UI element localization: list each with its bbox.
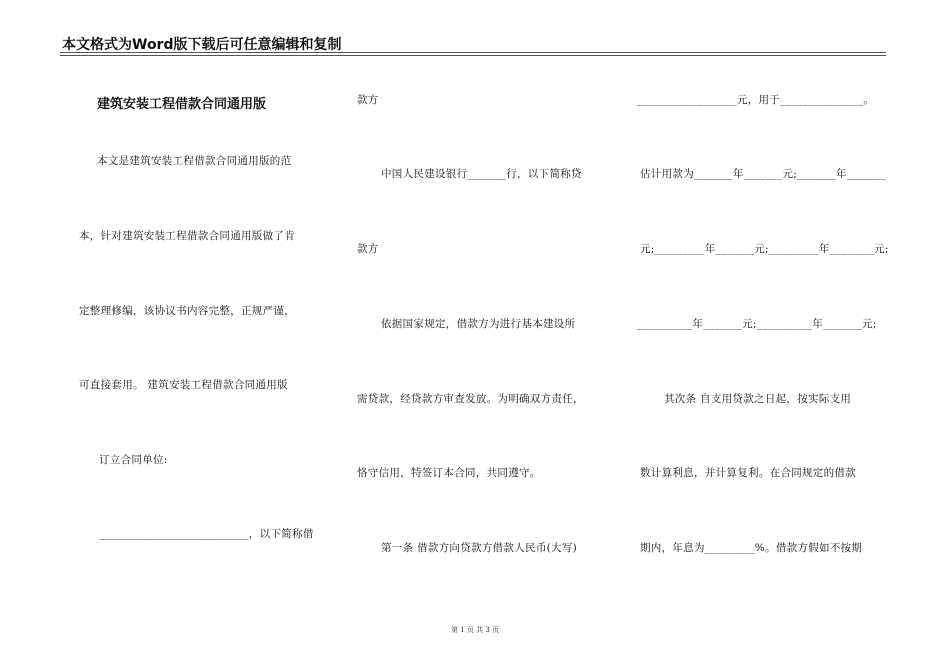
- col2-line-6: 恪守信用，特签订本合同，共同遵守。: [357, 467, 541, 479]
- col1-line-4: 可直接套用。 建筑安装工程借款合同通用版: [79, 379, 288, 391]
- col2-line-3: 款方: [357, 243, 379, 255]
- page-number: 第 1 页 共 3 页: [450, 626, 500, 634]
- document-title: 建筑安装工程借款合同通用版: [97, 97, 267, 112]
- col2-line-1: 款方: [357, 94, 379, 106]
- col2-line-2: 中国人民建设银行_______行，以下简称贷: [381, 168, 582, 180]
- col3-line-5: 其次条 自支用贷款之日起，按实际支用: [664, 393, 852, 405]
- col3-line-6: 数计算利息，并计算复利。在合同规定的借款: [640, 467, 856, 479]
- header-rule-bottom: [60, 55, 886, 56]
- col3-line-1: __________________元，用于_______________。: [637, 94, 875, 106]
- col3-line-4: __________年_______元;__________年_______元;: [637, 318, 877, 330]
- header-rule-top: [60, 52, 886, 53]
- col2-line-5: 需贷款，经贷款方审查发放。为明确双方责任，: [357, 393, 584, 405]
- col3-line-2: 估计用款为_______年_______元;_______年_______: [640, 168, 886, 180]
- col2-line-7: 第一条 借款方向贷款方借款人民币(大写): [381, 542, 578, 554]
- col2-line-4: 依据国家规定，借款方为进行基本建设所: [381, 318, 576, 330]
- col1-line-1: 本文是建筑安装工程借款合同通用版的范: [97, 155, 292, 167]
- col3-line-7: 期内，年息为_________%。借款方假如不按期: [640, 542, 863, 554]
- col1-line-5: 订立合同单位:: [99, 454, 168, 466]
- col1-line-6: ___________________________，以下简称借: [99, 528, 314, 540]
- col1-line-3: 定整理修编，该协议书内容完整，正规严谨，: [79, 305, 295, 317]
- col3-line-3: 元;_________年_______元;_________年________元;: [640, 243, 889, 255]
- col1-line-2: 本，针对建筑安装工程借款合同通用版做了肯: [79, 230, 295, 242]
- document-header: 本文格式为Word版下载后可任意编辑和复制: [62, 37, 342, 53]
